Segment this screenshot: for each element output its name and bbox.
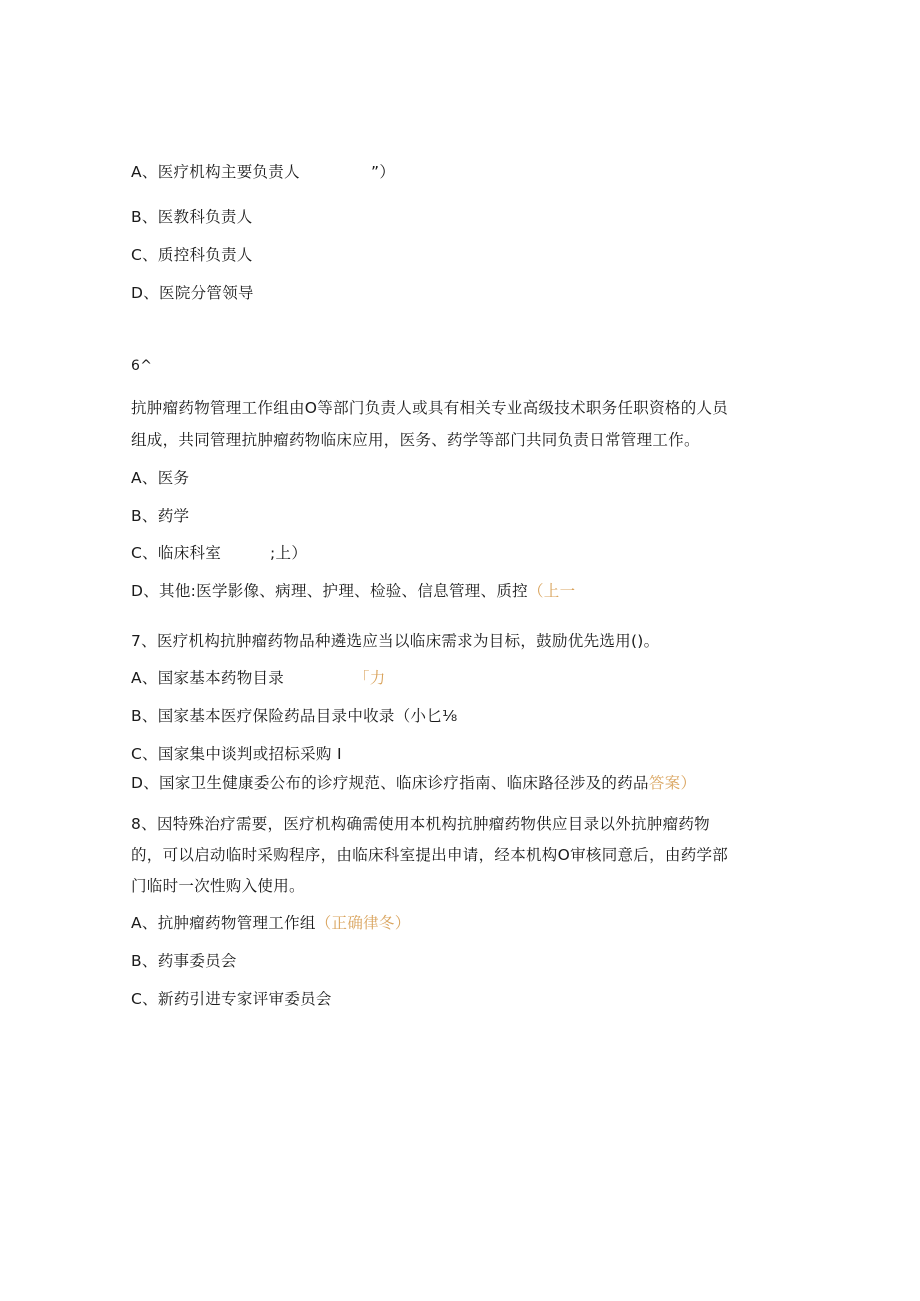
q7-option-b-text: B、国家基本医疗保险药品目录中收录 [131, 707, 395, 725]
q8-stem-line1: 8、因特殊治疗需要，医疗机构确需使用本机构抗肿瘤药物供应目录以外抗肿瘤药物 [131, 815, 710, 833]
q6-option-c-text: C、临床科室 [131, 544, 222, 562]
q8-option-c: C、新药引进专家评审委员会 [131, 990, 332, 1008]
q5-option-c: C、质控科负责人 [131, 246, 253, 264]
q7-option-b [131, 706, 457, 726]
q6-option-c [131, 543, 308, 563]
q7-option-b-annotation: （小匕⅛ [394, 707, 458, 725]
q6-stem-line2: 组成，共同管理抗肿瘤药物临床应用，医务、药学等部门共同负责日常管理工作。 [131, 431, 700, 449]
q6-option-b: B、药学 [131, 507, 190, 525]
q8-stem-line3: 门临时一次性购入使用。 [131, 877, 305, 895]
q7-option-c-annotation: I [336, 745, 342, 763]
q5-option-a [131, 162, 396, 182]
q8-option-b: B、药事委员会 [131, 952, 237, 970]
q7-option-a-text: A、国家基本药物目录 [131, 669, 285, 687]
q6-option-a: A、医务 [131, 469, 190, 487]
q6-option-d-annotation: （上一 [527, 582, 576, 600]
q6-number: 6^ [131, 358, 153, 374]
q8-option-a-annotation: （正确律冬） [315, 914, 411, 932]
q8-stem-line2: 的，可以启动临时采购程序，由临床科室提出申请，经本机构O审核同意后，由药学部 [131, 846, 729, 864]
q6-option-d-text: D、其他:医学影像、病理、护理、检验、信息管理、质控 [131, 582, 528, 600]
q5-option-a-text: A、医疗机构主要负责人 [131, 163, 300, 181]
q7-option-a-annotation: 「力 [354, 669, 386, 687]
q7-option-a [131, 668, 386, 688]
q8-option-a-text: A、抗肿瘤药物管理工作组 [131, 914, 316, 932]
q6-option-c-annotation: ;上） [270, 544, 308, 562]
q7-stem: 7、医疗机构抗肿瘤药物品种遴选应当以临床需求为目标，鼓励优先选用()。 [131, 632, 660, 650]
q7-option-c [131, 744, 342, 764]
q7-option-d [131, 773, 696, 793]
q5-option-a-annotation: ”） [371, 163, 396, 181]
q7-option-c-text: C、国家集中谈判或招标采购 [131, 745, 332, 763]
q5-option-b: B、医教科负责人 [131, 208, 253, 226]
q8-option-a [131, 913, 411, 933]
q6-stem-line1: 抗肿瘤药物管理工作组由O等部门负责人或具有相关专业高级技术职务任职资格的人员 [131, 399, 729, 417]
q7-option-d-annotation: 答案） [648, 774, 697, 792]
q7-option-d-text: D、国家卫生健康委公布的诊疗规范、临床诊疗指南、临床路径涉及的药品 [131, 774, 649, 792]
q5-option-d: D、医院分管领导 [131, 284, 254, 302]
q6-option-d [131, 581, 575, 601]
